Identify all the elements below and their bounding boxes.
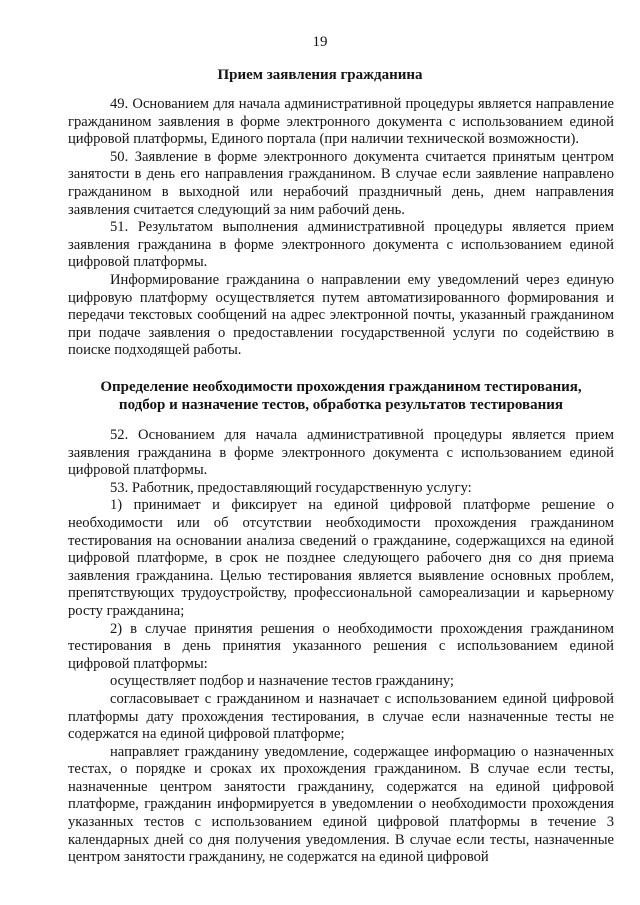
paragraph-49: 49. Основанием для начала административной процедуры является направление гражданином заявления в форме электронного документа с использованием единой цифровой платформы, Единого портала (при наличии технической возможности).: [68, 96, 614, 148]
section-body-application: [68, 96, 614, 360]
paragraph-51: 51. Результатом выполнения административной процедуры является прием заявления гражданина в форме электронного документа с использованием единой цифровой платформы.: [68, 219, 614, 271]
sub-item-select-tests: осуществляет подбор и назначение тестов гражданину;: [110, 673, 454, 690]
sub-item-agree-date: согласовывает с гражданином и назначает с использованием единой цифровой платформы дату прохождения тестирования, в случае если назначенные тесты не содержатся на единой цифровой платформе;: [68, 690, 614, 743]
section-heading-testing-line1: Определение необходимости прохождения гражданином тестирования,: [100, 379, 582, 395]
paragraph-53: 53. Работник, предоставляющий государственную услугу:: [110, 479, 472, 496]
paragraph-52: 52. Основанием для начала административной процедуры является прием заявления гражданина в форме электронного документа с использованием единой цифровой платформы.: [68, 427, 614, 479]
section-heading-testing: [68, 378, 614, 414]
paragraph-50: 50. Заявление в форме электронного документа считается принятым центром занятости в день его направления гражданином. В случае если заявление направлено гражданином в выходной или нерабочий праздничный день, днем направления заявления считается следующий за ним рабочий день.: [68, 148, 614, 218]
section-heading-application: Прием заявления гражданина: [217, 67, 423, 83]
list-item-1: 1) принимает и фиксирует на единой цифровой платформе решение о необходимости или об отсутствии необходимости прохождения гражданином тестирования на основании анализа сведений о гражданине, содержащихся на единой цифровой платформе, в срок не позднее следующего рабочего дня со дня приема заявления гражданина. Целью тестирования является выявление основных проблем, препятствующих трудоустройству, профессиональной самореализации и карьерному росту гражданина;: [68, 497, 614, 619]
section-heading-testing-line2: подбор и назначение тестов, обработка результатов тестирования: [118, 397, 564, 413]
list-item-2: 2) в случае принятия решения о необходимости прохождения гражданином тестирования в день принятия указанного решения с использованием единой цифровой платформы:: [68, 620, 614, 672]
paragraph-informing: Информирование гражданина о направлении ему уведомлений через единую цифровую платформу осуществляется путем автоматизированного формирования и передачи текстовых сообщений на адрес электронной почты, указанный гражданином при подаче заявления о предоставлении государственной услуги по содействию в поиске подходящей работы.: [68, 271, 614, 359]
page-number: 19: [312, 34, 328, 50]
sub-item-send-notification: направляет гражданину уведомление, содержащее информацию о назначенных тестах, о порядке и сроках их прохождения гражданином. В случае если тесты, назначенные центром занятости гражданину, содержатся на единой цифровой платформе, гражданин информируется в уведомлении о необходимости прохождения указанных тестов с использованием единой цифровой платформы в течение 3 календарных дней со дня получения уведомления. В случае если тесты, назначенные центром занятости гражданину, не содержатся на единой цифровой: [68, 743, 614, 866]
section-body-testing: [68, 427, 614, 867]
